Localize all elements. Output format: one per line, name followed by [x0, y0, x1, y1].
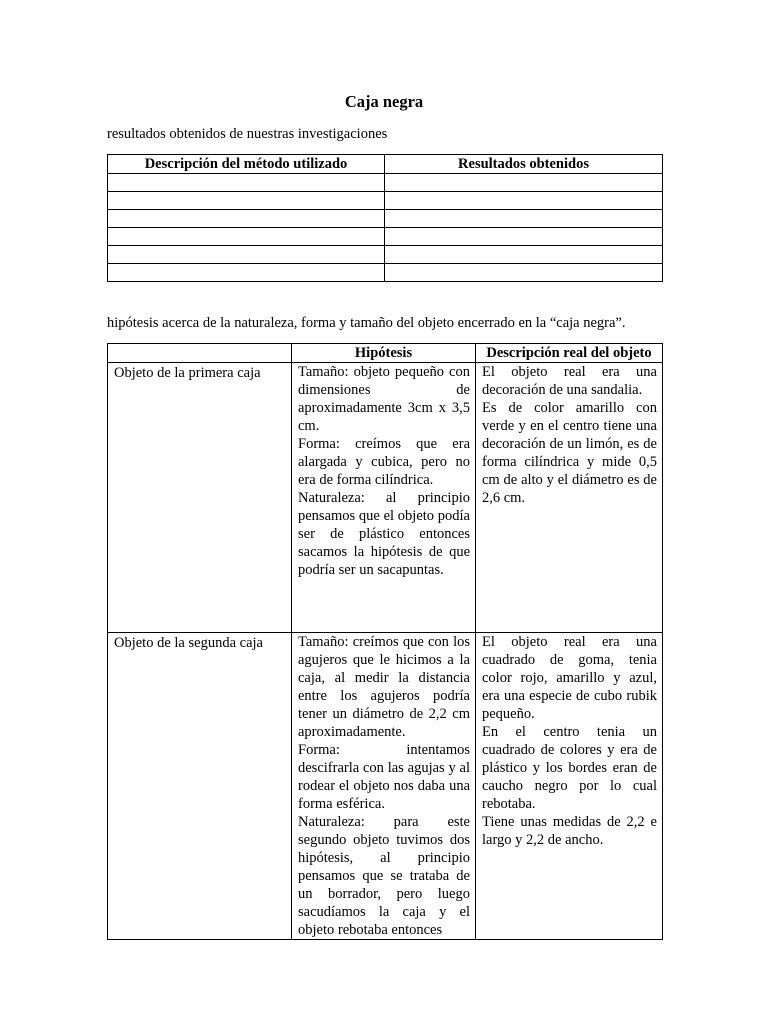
results-table-row	[108, 246, 663, 264]
results-cell	[385, 228, 663, 246]
description-paragraph: El objeto real era una cuadrado de goma, tenia color rojo, amarillo y azul, era una especie de cubo rubik pequeño.	[482, 634, 657, 722]
hypothesis-table-header-row	[108, 344, 663, 363]
description-cell	[476, 633, 663, 940]
page-title: Caja negra	[344, 92, 424, 111]
row-label: Objeto de la segunda caja	[108, 633, 292, 940]
results-cell	[385, 210, 663, 228]
results-cell	[108, 210, 385, 228]
hypothesis-size: Tamaño: objeto pequeño con dimensiones de aproximadamente 3cm x 3,5 cm.	[298, 364, 470, 434]
results-cell	[385, 174, 663, 192]
results-cell	[108, 228, 385, 246]
results-cell	[108, 174, 385, 192]
hypothesis-header-hypothesis: Hipótesis	[292, 344, 476, 363]
results-table-header-row	[108, 155, 663, 174]
hypothesis-cell	[292, 363, 476, 633]
results-table-row	[108, 210, 663, 228]
hypothesis-table-row	[108, 633, 663, 940]
results-table-row	[108, 228, 663, 246]
results-header-method: Descripción del método utilizado	[108, 155, 385, 174]
description-cell	[476, 363, 663, 633]
results-cell	[385, 246, 663, 264]
hypothesis-nature: Naturaleza: para este segundo objeto tuvimos dos hipótesis, al principio pensamos que se trataba de un borrador, pero luego sacudíamos la caja y el objeto rebotaba entonces	[298, 814, 470, 938]
hypothesis-nature: Naturaleza: al principio pensamos que el objeto podía ser de plástico entonces sacamos la hipótesis de que podría ser un sacapuntas.	[298, 490, 470, 578]
results-table	[107, 154, 663, 282]
row-label: Objeto de la primera caja	[108, 363, 292, 633]
results-table-row	[108, 264, 663, 282]
hypothesis-header-description: Descripción real del objeto	[476, 344, 663, 363]
hypothesis-table	[107, 343, 663, 940]
results-cell	[385, 192, 663, 210]
results-cell	[108, 246, 385, 264]
description-paragraph: En el centro tenia un cuadrado de colores y era de plástico y los bordes eran de caucho negro por lo cual rebotaba.	[482, 724, 657, 812]
hypothesis-size: Tamaño: creímos que con los agujeros que le hicimos a la caja, al medir la distancia entre los agujeros podría tener un diámetro de 2,2 cm aproximadamente.	[298, 634, 470, 740]
results-table-row	[108, 192, 663, 210]
results-header-results: Resultados obtenidos	[385, 155, 663, 174]
hypothesis-intro: hipótesis acerca de la naturaleza, forma y tamaño del objeto encerrado en la “caja negra”.	[107, 315, 626, 331]
results-table-row	[108, 174, 663, 192]
description-paragraph: Es de color amarillo con verde y en el centro tiene una decoración de un limón, es de forma cilíndrica y mide 0,5 cm de alto y el diámetro es de 2,6 cm.	[482, 400, 657, 506]
hypothesis-shape: Forma: creímos que era alargada y cubica, pero no era de forma cilíndrica.	[298, 436, 470, 488]
hypothesis-table-row	[108, 363, 663, 633]
results-intro: resultados obtenidos de nuestras investigaciones	[107, 126, 388, 142]
results-cell	[385, 264, 663, 282]
results-cell	[108, 192, 385, 210]
description-paragraph: El objeto real era una decoración de una sandalia.	[482, 364, 657, 398]
description-paragraph: Tiene unas medidas de 2,2 e largo y 2,2 de ancho.	[482, 814, 657, 848]
hypothesis-header-blank	[108, 344, 292, 363]
hypothesis-shape: Forma: intentamos descifrarla con las agujas y al rodear el objeto nos daba una forma esférica.	[298, 742, 470, 812]
hypothesis-cell	[292, 633, 476, 940]
results-cell	[108, 264, 385, 282]
